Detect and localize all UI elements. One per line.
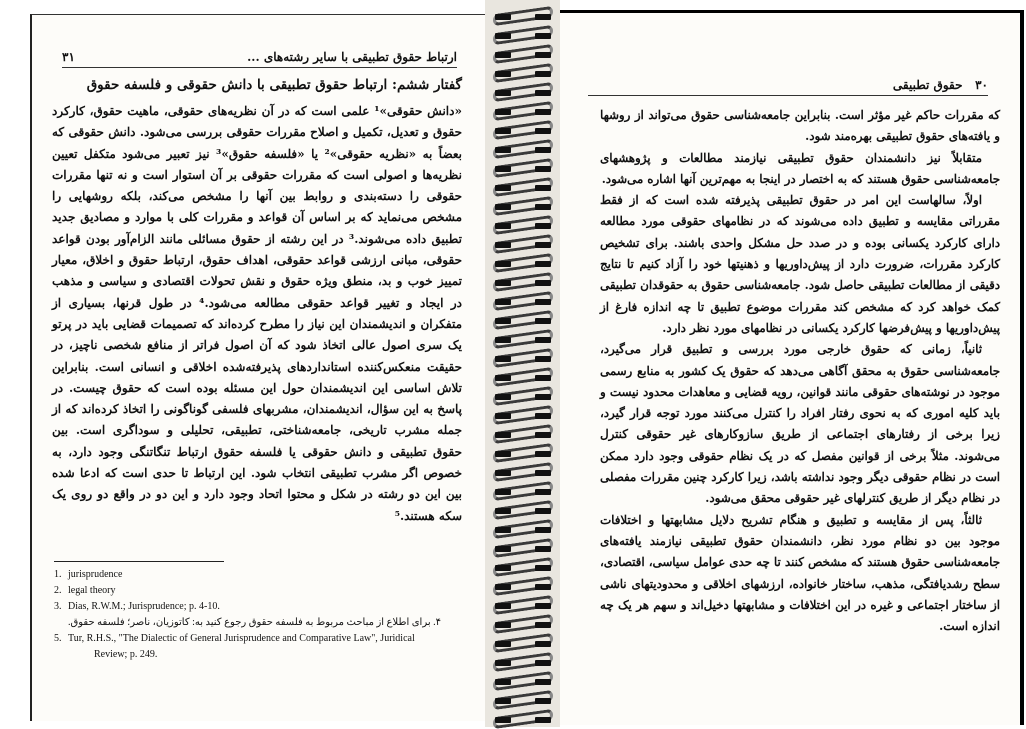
spiral-coil	[493, 352, 553, 367]
left-running-header	[62, 43, 457, 68]
footnote: 2. legal theory	[54, 585, 116, 596]
right-page-body	[600, 105, 1000, 637]
spiral-coil	[493, 523, 553, 538]
right-paragraph: اولاً، سالهاست این امر در حقوق تطبیقی پذیرفته شده است که از فقط مقرراتی مقایسه و تطبیق داده می‌شوند که در نظامهای حقوقی مورد مطالعه دارای کارکرد یکسانی بوده و در صدد حل مشکل واحدی باشند. برای تشخیص کارکرد مقررات، ضرورت دارد از پیش‌داوریها و ذهنیتها خود را آزاد کنیم تا نتایج دقیقی از مطالعات تطبیقی حاصل شود. جامعه‌شناسی حقوق به حقوقدان تطبیقی کمک خواهد کرد که مشخص کند مقررات موضوع تطبیق تا چه اندازه فارغ از پیش‌داوریها و پیش‌فرضها کارکرد یکسانی در نظامهای مورد نظر دارد.	[600, 193, 1000, 335]
spiral-coil	[493, 409, 553, 424]
spiral-coil	[493, 428, 553, 443]
spiral-coil	[493, 371, 553, 386]
spiral-coil	[493, 314, 553, 329]
footnote-rule	[54, 561, 224, 562]
spiral-coil	[493, 67, 553, 82]
spiral-coil	[493, 656, 553, 671]
spiral-coil	[493, 219, 553, 234]
footnote: ۴. برای اطلاع از مباحث مربوط به فلسفه حقوق رجوع کنید به: کاتوزیان، ناصر؛ فلسفه حقوق.	[68, 617, 442, 628]
right-paragraph: که مقررات حاکم غیر مؤثر است. بنابراین جامعه‌شناسی حقوق می‌تواند از روشها و یافته‌های حقوق تطبیقی بهره‌مند شود.	[600, 108, 1000, 144]
spiral-coil	[493, 618, 553, 633]
spiral-coil	[493, 105, 553, 120]
spiral-coil	[493, 162, 553, 177]
spiral-coil	[493, 637, 553, 652]
spiral-coil	[493, 561, 553, 576]
spiral-coil	[493, 390, 553, 405]
right-header-group	[893, 78, 988, 95]
right-paragraph: متقابلاً نیز دانشمندان حقوق تطبیقی نیازمند مطالعات و پژوهشهای جامعه‌شناسی حقوق هستند که به اختصار در اینجا به مهم‌ترین آنها اشاره می‌شود.	[600, 150, 1000, 186]
left-page	[30, 14, 487, 721]
section-title: گفتار ششم: ارتباط حقوق تطبیقی با دانش حقوقی و فلسفه حقوق	[86, 77, 462, 93]
spiral-coil	[493, 238, 553, 253]
footnote: 5. Tur, R.H.S., "The Dialectic of General Jurisprudence and Comparative Law", Juridical	[54, 633, 415, 644]
left-page-body	[52, 101, 462, 527]
spiral-coil	[493, 200, 553, 215]
left-header-title: ارتباط حقوق تطبیقی با سایر رشته‌های ...	[247, 50, 457, 64]
spiral-coil	[493, 48, 553, 63]
footnote: 3. Dias, R.W.M.; Jurisprudence; p. 4-10.	[54, 601, 220, 612]
right-paragraph: ثالثاً، پس از مقایسه و تطبیق و هنگام تشریح دلایل مشابهتها و اختلافات موجود بین دو نظام مورد نظر، دانشمندان حقوق تطبیقی نیازمند یافته‌های جامعه‌شناسی حقوق هستند که مشخص کنند تا چه حدی عوامل سیاسی، اقتصادی، سطح رشدیافتگی، مذهب، ساختار خانواده، ارزشهای اخلاقی و محدودیتهای ناشی از ساختار اجتماعی و غیره در این اختلافات و مشابهتها دخیل‌اند و سهم هر یک چه اندازه است.	[600, 512, 1000, 634]
spiral-coil	[493, 504, 553, 519]
right-running-header	[588, 73, 988, 96]
footnote: 1. jurisprudence	[54, 569, 123, 580]
spiral-coil	[493, 257, 553, 272]
spiral-coil	[493, 466, 553, 481]
right-page-number: ۳۰	[975, 78, 988, 92]
right-paragraph: ثانیاً، زمانی که حقوق خارجی مورد بررسی و تطبیق قرار می‌گیرد، جامعه‌شناسی حقوق به محقق آگاهی می‌دهد که حقوق یک کشور به منابع رسمی موجود در نوشته‌های حقوقی مانند قوانین، رویه قضایی و معاهدات محدود نیست و باید کلیه اموری که به نحوی رفتار افراد را کنترل می‌کنند مورد توجه قرار گیرد، زیرا برخی از رفتارهای اجتماعی از طریق سازوکارهای غیر حقوقی کنترل می‌شوند. مثلاً برخی از قوانین مفصل که در یک نظام حقوقی وجود دارد ممکن است در نظام حقوقی دیگر وجود نداشته باشد، زیرا کارکرد چنین مقررات مفصلی در نظام دیگر از طریق کنترلهای غیر حقوقی محقق می‌شود.	[600, 342, 1000, 506]
spiral-coil	[493, 713, 553, 728]
spiral-coil	[493, 694, 553, 709]
left-page-number: ۳۱	[62, 50, 75, 64]
left-paragraph: «دانش حقوقی»¹ علمی است که در آن نظریه‌های حقوقی، ماهیت حقوق، کارکرد حقوق و تعدیل، تکمیل و اصلاح مقررات حقوقی بررسی می‌شود. دانش حقوقی که بعضاً به «نظریه حقوقی»² یا «فلسفه حقوق»³ نیز تعبیر می‌شود متکفل تعیین نظریه‌ها و اصولی است که مقررات حقوقی بر آن استوار است و نه تنها مقررات حقوقی را دسته‌بندی و روابط بین آنها را مشخص می‌کند، بلکه روشهایی را مشخص می‌نماید که بر اساس آن قواعد و مقررات کلی با موارد و مصادیق جدید تطبیق داده می‌شوند.³ در این رشته از حقوق مسائلی مانند الزام‌آور بودن قواعد حقوقی، مبانی ارزشی قواعد حقوقی، اهداف حقوق، ارتباط حقوق و اخلاق، معیار تمییز خوب و بد، منطق ویژه حقوق و نقش تحولات اقتصادی و سیاسی و مذهب در ایجاد و تغییر قواعد حقوقی مطالعه می‌شود.⁴ در طول قرنها، بسیاری از متفکران و اندیشمندان این نیاز را مطرح کرده‌اند که تصمیمات قضایی باید در پرتو یک سری اصول عالی اتخاذ شود که آن اصول فراتر از منافع شخصی ناچیز، در حقیقت منعکس‌کننده استانداردهای پذیرفته‌شده اخلاقی و انسانی است. بنابراین تلاش اساسی این اندیشمندان حول این مسئله بوده است که حقوق چیست. در پاسخ به این سؤال، اندیشمندان، مشربهای فلسفی گوناگونی را اتخاذ کرده‌اند که از جمله مشرب تاریخی، جامعه‌شناختی، تطبیقی، تحلیلی و سوداگری است. بین حقوق تطبیقی و دانش حقوقی یا فلسفه حقوق ارتباط تنگاتنگی وجود دارد، به خصوص اگر مشرب تطبیقی انتخاب شود. این ارتباط تا حدی است که ادعا شده بین این دو رشته در شکل و محتوا اتحاد وجود دارد و این دو در واقع دو روی یک سکه هستند.⁵	[52, 104, 462, 523]
spiral-coil	[493, 599, 553, 614]
spiral-coil	[493, 143, 553, 158]
spiral-coil	[493, 181, 553, 196]
right-page	[560, 10, 1024, 725]
footnotes	[54, 567, 464, 663]
spiral-coil	[493, 124, 553, 139]
spiral-coil	[493, 580, 553, 595]
spiral-coil	[493, 276, 553, 291]
right-header-title: حقوق تطبیقی	[892, 78, 963, 92]
spiral-coil	[493, 86, 553, 101]
spiral-binding	[485, 0, 560, 727]
footnote-continuation: Review; p. 249.	[94, 649, 158, 660]
spiral-coil	[493, 675, 553, 690]
spiral-coil	[493, 542, 553, 557]
spiral-coil	[493, 485, 553, 500]
spiral-coil	[493, 295, 553, 310]
spiral-coil	[493, 29, 553, 44]
spiral-coil	[493, 447, 553, 462]
spiral-coil	[493, 10, 553, 25]
spiral-coil	[493, 333, 553, 348]
